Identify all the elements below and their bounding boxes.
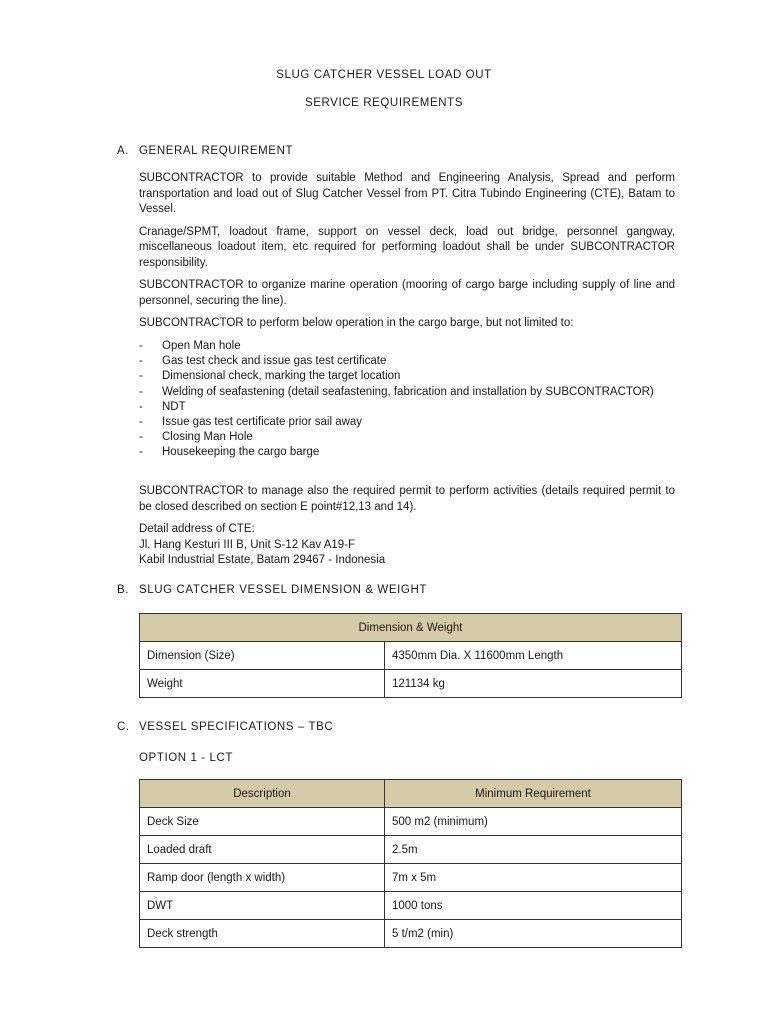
bullet-dash: - (139, 446, 143, 459)
paragraph-cargo-operation: SUBCONTRACTOR to perform below operation in the cargo barge, but not limited to: (139, 317, 574, 329)
section-b-label: B. (117, 584, 130, 596)
table-header-row (140, 780, 682, 808)
table-header: Description (140, 780, 385, 808)
table-cell: Dimension (Size) (140, 642, 385, 670)
address-line-2: Kabil Industrial Estate, Batam 29467 - Indonesia (139, 554, 386, 566)
paragraph-method: SUBCONTRACTOR to provide suitable Method and Engineering Analysis, Spread and perform transportation and load out of Slug Catcher Vessel from PT. Citra Tubindo Engineering (CTE), Batam to Vessel. (139, 172, 675, 215)
document-subtitle: SERVICE REQUIREMENTS (304, 97, 464, 109)
section-c-title: VESSEL SPECIFICATIONS – TBC (139, 721, 334, 733)
paragraph-cranage: Cranage/SPMT, loadout frame, support on vessel deck, load out bridge, personnel gangway, miscellaneous loadout item, etc required for performing loadout shall be under SUBCONTRACTOR responsibility. (139, 225, 675, 269)
section-a-closing (139, 484, 675, 569)
table-row (140, 836, 682, 864)
section-a-heading (117, 145, 293, 157)
bullet-dash: - (139, 416, 143, 429)
table-cell: 1000 tons (385, 892, 682, 920)
table-cell: 121134 kg (385, 670, 682, 698)
table-row (140, 864, 682, 892)
list-item: - Open Man hole (139, 339, 675, 354)
operation-list (139, 339, 675, 461)
list-item: - NDT (139, 400, 675, 415)
table-header-row (140, 614, 682, 642)
list-item: - Dimensional check, marking the target location (139, 369, 675, 384)
dimension-weight-table (139, 613, 682, 698)
table-cell: DWT (140, 892, 385, 920)
list-item: - Issue gas test certificate prior sail away (139, 415, 675, 430)
document-title: SLUG CATCHER VESSEL LOAD OUT (276, 69, 492, 81)
table-cell: Deck strength (140, 920, 385, 948)
bullet-dash: - (139, 355, 143, 368)
list-item: - Closing Man Hole (139, 430, 675, 445)
vessel-spec-table (139, 779, 682, 948)
table-cell: 500 m2 (minimum) (385, 808, 682, 836)
table-cell: 7m x 5m (385, 864, 682, 892)
table-row (140, 920, 682, 948)
list-item: - Housekeeping the cargo barge (139, 445, 675, 460)
bullet-dash: - (139, 340, 143, 352)
table-cell: Deck Size (140, 808, 385, 836)
table-row (140, 808, 682, 836)
section-a-label: A. (117, 145, 130, 157)
section-c-label: C. (117, 721, 130, 733)
table-cell: Ramp door (length x width) (140, 864, 385, 892)
section-b-heading (117, 584, 427, 596)
paragraph-marine-operation: SUBCONTRACTOR to organize marine operation (mooring of cargo barge including supply of line and personnel, securing the line). (139, 279, 675, 307)
list-item: - Gas test check and issue gas test certificate (139, 354, 675, 369)
table-row (140, 642, 682, 670)
section-a-title: GENERAL REQUIREMENT (139, 145, 294, 157)
table-cell: 4350mm Dia. X 11600mm Length (385, 642, 682, 670)
table-cell: Loaded draft (140, 836, 385, 864)
table-row (140, 892, 682, 920)
address-label: Detail address of CTE: (139, 523, 255, 535)
table-cell: Weight (140, 670, 385, 698)
table-cell: 2.5m (385, 836, 682, 864)
section-b-title: SLUG CATCHER VESSEL DIMENSION & WEIGHT (139, 584, 427, 596)
paragraph-permit: SUBCONTRACTOR to manage also the required permit to perform activities (details required permit to be closed described on section E point#12,13 and 14). (139, 485, 675, 513)
table-header: Minimum Requirement (385, 780, 682, 808)
section-a-paragraphs (139, 171, 675, 332)
bullet-dash: - (139, 385, 143, 398)
section-c-heading (117, 721, 333, 733)
list-item: - Welding of seafastening (detail seafastening, fabrication and installation by SUBCONTRACTOR) (139, 385, 675, 400)
table-row (140, 670, 682, 698)
bullet-dash: - (139, 370, 143, 383)
bullet-dash: - (139, 431, 143, 444)
option-heading: OPTION 1 - LCT (139, 752, 234, 764)
bullet-dash: - (139, 400, 143, 413)
address-line-1: Jl. Hang Kesturi III B, Unit S-12 Kav A19-F (139, 538, 356, 551)
table-header: Dimension & Weight (140, 614, 682, 642)
table-cell: 5 t/m2 (min) (385, 920, 682, 948)
